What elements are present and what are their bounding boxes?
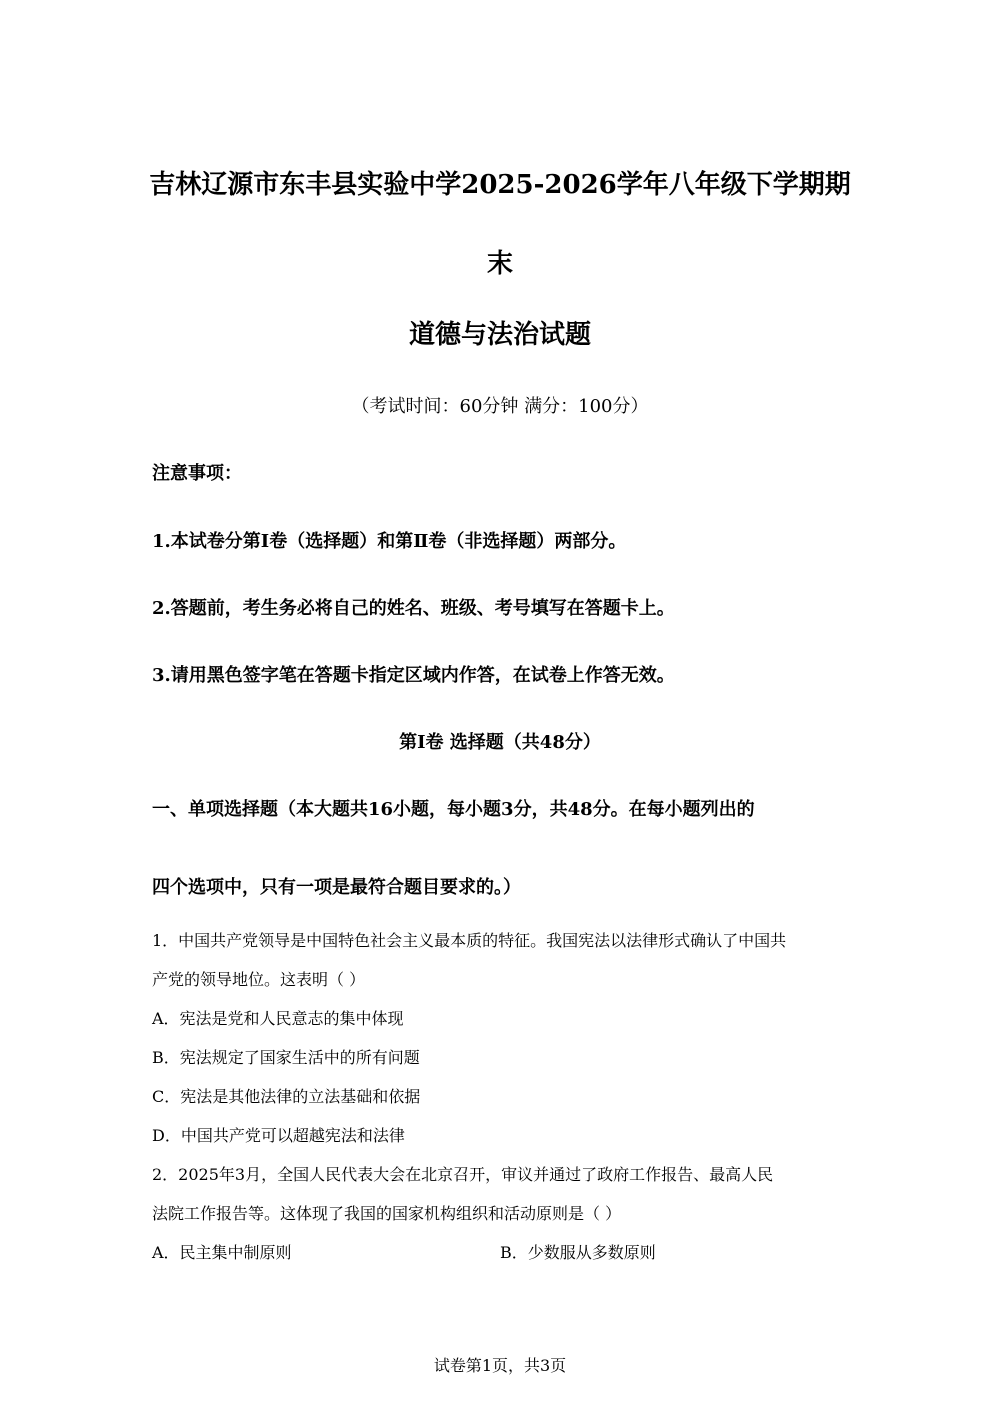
part-title: 第Ⅰ卷 选择题（共48分） — [399, 732, 601, 753]
section-instruction-line1: 一、单项选择题（本大题共16小题，每小题3分，共48分。在每小题列出的 — [152, 799, 755, 820]
question-1-option-c: C．宪法是其他法律的立法基础和依据 — [152, 1087, 421, 1106]
exam-title-line1: 吉林辽源市东丰县实验中学2025-2026学年八年级下学期期 — [149, 170, 851, 200]
question-1-stem-line1: 1．中国共产党领导是中国特色社会主义最本质的特征。我国宪法以法律形式确认了中国共 — [152, 931, 787, 950]
notice-item: 2.答题前，考生务必将自己的姓名、班级、考号填写在答题卡上。 — [152, 598, 675, 619]
notice-heading: 注意事项： — [152, 463, 242, 484]
question-1-option-b: B．宪法规定了国家生活中的所有问题 — [152, 1048, 420, 1067]
exam-subject: 道德与法治试题 — [408, 320, 591, 350]
question-1-stem-line2: 产党的领导地位。这表明（ ） — [152, 970, 366, 989]
page-footer: 试卷第1页，共3页 — [433, 1356, 567, 1375]
notice-item: 1.本试卷分第Ⅰ卷（选择题）和第Ⅱ卷（非选择题）两部分。 — [152, 531, 627, 552]
exam-title-line2: 末 — [486, 249, 513, 279]
exam-time-info: （考试时间：60分钟 满分：100分） — [351, 396, 649, 417]
question-2-stem-line2: 法院工作报告等。这体现了我国的国家机构组织和活动原则是（ ） — [152, 1204, 622, 1223]
question-2-option-b: B．少数服从多数原则 — [500, 1243, 656, 1262]
section-instruction-line2: 四个选项中，只有一项是最符合题目要求的。） — [152, 877, 521, 898]
question-1-option-a: A．宪法是党和人民意志的集中体现 — [152, 1009, 404, 1028]
question-2-stem-line1: 2．2025年3月，全国人民代表大会在北京召开，审议并通过了政府工作报告、最高人民 — [152, 1165, 774, 1184]
question-1-option-d: D．中国共产党可以超越宪法和法律 — [152, 1126, 405, 1145]
question-2-option-a: A．民主集中制原则 — [152, 1243, 292, 1262]
notice-item: 3.请用黑色签字笔在答题卡指定区域内作答，在试卷上作答无效。 — [152, 665, 675, 686]
